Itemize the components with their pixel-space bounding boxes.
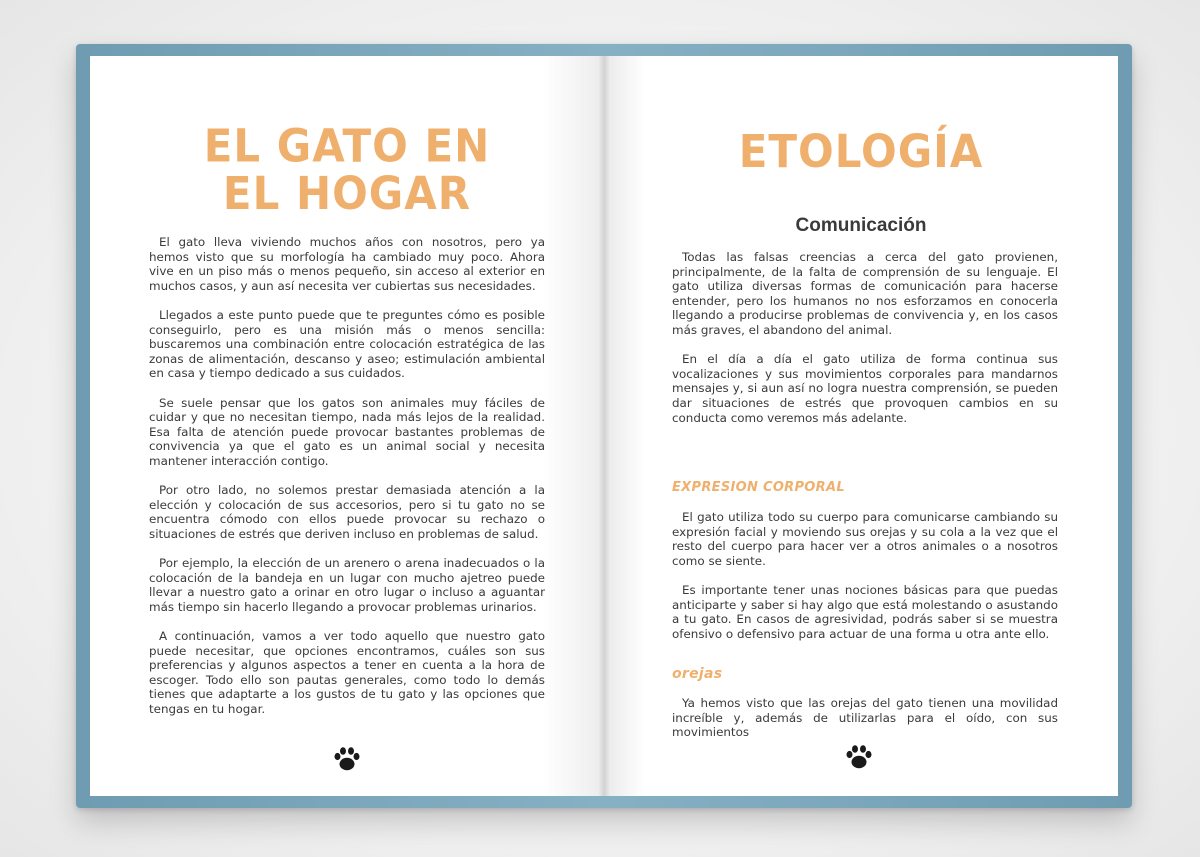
left-body: [149, 235, 545, 731]
paragraph: Por ejemplo, la elección de un arenero o arena inadecuados o la colocación de la bandeja en un lugar con mucho ajetreo puede llevar a nuestro gato a orinar en otro lugar o incluso a aguantar más tiempo sin hacerlo llegando a provocar problemas urinarios.: [149, 556, 545, 614]
chapter-title-left: [90, 119, 604, 220]
section-heading-expresion-corporal: EXPRESION CORPORAL: [672, 480, 845, 495]
chapter-title-right: ETOLOGÍA: [738, 125, 984, 178]
paw-print-icon: [333, 746, 361, 772]
left-page: [90, 56, 604, 796]
title-line-2: EL HOGAR: [222, 166, 472, 220]
paragraph: El gato utiliza todo su cuerpo para comunicarse cambiando su expresión facial y moviendo sus orejas y su cola a la vez que el resto del cuerpo para hacer ver a otros animales o a nosotros como se siente.: [672, 510, 1058, 568]
paragraph: Llegados a este punto puede que te preguntes cómo es posible conseguirlo, pero es una misión más o menos sencilla: buscaremos una combinación entre colocación estratégica de las zonas de alimentación, descanso y aseo; estimulación ambiental en casa y tiempo dedicado a sus cuidados.: [149, 307, 545, 381]
section-subtitle: Comunicación: [795, 215, 927, 236]
expresion-corporal-body: [672, 510, 1058, 656]
paw-print-icon: [845, 744, 873, 770]
paragraph: Todas las falsas creencias a cerca del gato provienen, principalmente, de la falta de comprensión de su lenguaje. El gato utiliza diversas formas de comunicación para hacerse entender, pero los humanos no nos esforzamos en conocerla llegando a producirse problemas de convivencia y, en los casos más graves, el abandono del animal.: [672, 250, 1058, 337]
paragraph: Ya hemos visto que las orejas del gato tienen una movilidad increíble y, además de utilizarlas para el oído, con sus movimientos: [672, 696, 1058, 740]
paragraph: El gato lleva viviendo muchos años con nosotros, pero ya hemos visto que su morfología ha cambiado muy poco. Ahora vive en un piso más o menos pequeño, sin acceso al exterior en muchos casos, y aun así necesita ver cubiertas sus necesidades.: [149, 235, 545, 293]
paragraph: Por otro lado, no solemos prestar demasiada atención a la elección y colocación de sus accesorios, pero si tu gato no se encuentra cómodo con ellos puede provocar su rechazo o situaciones de estrés que deriven incluso en problemas de salud.: [149, 483, 545, 541]
paragraph: En el día a día el gato utiliza de forma continua sus vocalizaciones y sus movimientos corporales para mandarnos mensajes y, si aun así no logra nuestra comprensión, se pueden dar situaciones de estrés que provoquen cambios en su conducta como veremos más adelante.: [672, 352, 1058, 425]
paragraph: Se suele pensar que los gatos son animales muy fáciles de cuidar y que no necesitan tiempo, nada más lejos de la realidad. Esa falta de atención puede provocar bastantes problemas de convivencia ya que el gato es un animal social y necesita mantener interacción contigo.: [149, 395, 545, 468]
title-line-1: EL GATO EN: [203, 119, 491, 173]
intro-body: [672, 250, 1058, 440]
section-heading-orejas: orejas: [672, 666, 723, 682]
paragraph: A continuación, vamos a ver todo aquello que nuestro gato puede necesitar, que opciones encontramos, cuáles son sus preferencias y algunos aspectos a tener en cuenta a la hora de escoger. Todo ello son pautas generales, como todo lo demás tienes que adaptarte a los gustos de tu gato y las opciones que tengas en tu hogar.: [149, 629, 545, 716]
paragraph: Es importante tener unas nociones básicas para que puedas anticiparte y saber si hay algo que está molestando o asustando a tu gato. En casos de agresividad, podrás saber si se muestra ofensivo o defensivo para actuar de una forma u otra ante ello.: [672, 582, 1058, 641]
book-spine: [598, 56, 610, 796]
right-page: [604, 56, 1118, 796]
